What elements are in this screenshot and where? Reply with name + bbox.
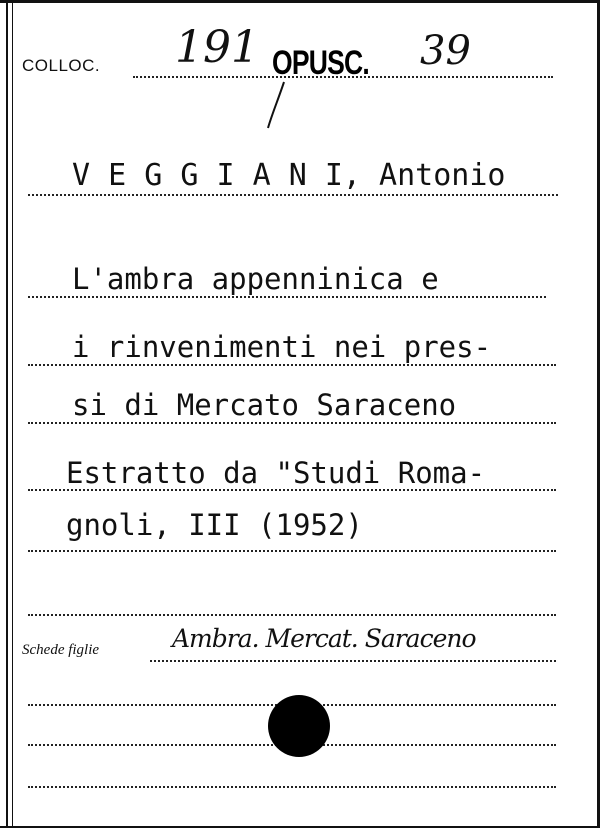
card-border-top xyxy=(0,0,600,3)
card-border-left-inner xyxy=(12,0,13,828)
title-dotted-line-3 xyxy=(28,422,556,424)
punch-hole xyxy=(268,695,330,757)
title-dotted-line-2 xyxy=(28,364,556,366)
title-line-3: si di Mercato Saraceno xyxy=(72,388,457,422)
author-dotted-line xyxy=(28,194,558,196)
schede-label: Schede figlie xyxy=(22,642,100,658)
extract-line-1: Estratto da "Studi Roma- xyxy=(66,456,486,490)
schede-value: Ambra. Mercat. Saraceno xyxy=(172,624,476,653)
title-line-2: i rinvenimenti nei pres- xyxy=(72,330,492,364)
colloc-stamp: OPUSC. xyxy=(272,44,370,82)
extract-line-2: gnoli, III (1952) xyxy=(66,508,363,542)
handwritten-stroke xyxy=(264,80,288,130)
empty-dotted-line-4 xyxy=(28,786,556,788)
extract-dotted-line-2 xyxy=(28,550,556,552)
schede-dotted-line xyxy=(150,660,556,662)
colloc-number-left: 191 xyxy=(175,22,259,73)
colloc-label: COLLOC. xyxy=(22,56,101,75)
title-dotted-line-1 xyxy=(28,296,546,298)
card-border-left xyxy=(6,0,8,828)
colloc-number-right: 39 xyxy=(420,28,471,74)
author-name: V E G G I A N I, Antonio xyxy=(72,158,506,193)
empty-dotted-line-1 xyxy=(28,614,556,616)
title-line-1: L'ambra appenninica e xyxy=(72,262,439,296)
